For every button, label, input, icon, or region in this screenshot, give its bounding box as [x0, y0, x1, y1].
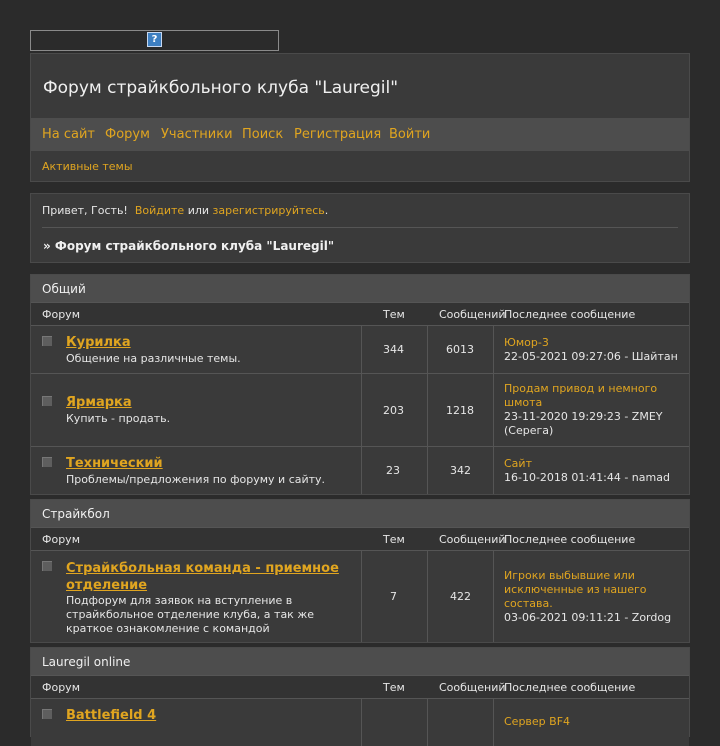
- forum-desc: Общение на различные темы.: [66, 352, 241, 365]
- forum-row: [31, 446, 689, 494]
- last-post-meta: 23-11-2020 19:29:23 - ZMEY (Серега): [504, 410, 663, 437]
- nav-login[interactable]: Войти: [389, 127, 431, 142]
- col-posts: Сообщений: [439, 308, 506, 321]
- col-posts: Сообщений: [439, 533, 506, 546]
- last-post-meta: 22-05-2021 09:27:06 - Шайтан: [504, 350, 678, 363]
- welcome-panel: [30, 193, 690, 263]
- category-online: [30, 647, 690, 737]
- forum-row: [31, 373, 689, 446]
- divider: [42, 227, 678, 228]
- register-link[interactable]: зарегистрируйтесь: [212, 204, 325, 217]
- forum-desc: Купить - продать.: [66, 412, 171, 425]
- col-topics: Тем: [383, 681, 405, 694]
- forum-status-icon: [42, 457, 52, 467]
- category-airsoft: [30, 499, 690, 643]
- topics-count: 203: [383, 404, 404, 417]
- posts-count: 6013: [446, 343, 474, 356]
- col-forum: Форум: [42, 533, 80, 546]
- greeting-label: Привет, Гость!: [42, 204, 128, 217]
- col-topics: Тем: [383, 533, 405, 546]
- col-forum: Форум: [42, 308, 80, 321]
- nav-home[interactable]: На сайт: [42, 127, 96, 142]
- forum-link[interactable]: Технический: [66, 456, 163, 471]
- column-headers: [31, 302, 689, 325]
- forum-link[interactable]: Курилка: [66, 335, 131, 350]
- question-icon[interactable]: ?: [147, 32, 162, 47]
- forum-link[interactable]: Ярмарка: [66, 395, 132, 410]
- greeting-text: [42, 204, 328, 217]
- last-post-meta: 03-06-2021 09:11:21 - Zordog: [504, 611, 672, 624]
- forum-desc: Подфорум для заявок на вступление в страйкбольное отделение клуба, а так же краткое ознакомление с командой: [66, 594, 315, 635]
- last-post: [504, 569, 684, 625]
- forum-header: [30, 53, 690, 182]
- forum-row: [31, 550, 689, 642]
- forum-link[interactable]: Страйкбольная команда - приемное отделение: [66, 561, 339, 593]
- nav-forum[interactable]: Форум: [105, 127, 150, 142]
- page-title: Форум страйкбольного клуба "Lauregil": [43, 78, 399, 98]
- last-post-link[interactable]: Игроки выбывшие или исключенные из нашего состава.: [504, 569, 647, 610]
- forum-status-icon: [42, 336, 52, 346]
- forum-row: [31, 698, 689, 746]
- forum-status-icon: [42, 561, 52, 571]
- search-box[interactable]: [30, 30, 279, 51]
- posts-count: 422: [450, 590, 471, 603]
- last-post-link[interactable]: Сервер BF4: [504, 715, 571, 728]
- last-post: [504, 715, 570, 729]
- posts-count: 1218: [446, 404, 474, 417]
- forum-desc: Проблемы/предложения по форуму и сайту.: [66, 473, 326, 486]
- nav-search[interactable]: Поиск: [242, 127, 284, 142]
- category-title[interactable]: Страйкбол: [31, 500, 689, 527]
- column-headers: [31, 527, 689, 550]
- last-post-link[interactable]: Продам привод и немного шмота: [504, 382, 658, 409]
- col-last: Последнее сообщение: [504, 681, 636, 694]
- last-post-link[interactable]: Сайт: [504, 457, 532, 470]
- or-text: или: [187, 204, 210, 217]
- active-topics-link[interactable]: Активные темы: [42, 160, 133, 173]
- category-title[interactable]: Lauregil online: [31, 648, 689, 675]
- forum-status-icon: [42, 396, 52, 406]
- category-title[interactable]: Общий: [31, 275, 689, 302]
- forum-link[interactable]: Battlefield 4: [66, 708, 157, 723]
- col-last: Последнее сообщение: [504, 308, 636, 321]
- forum-row: [31, 325, 689, 373]
- last-post: [504, 336, 678, 364]
- last-post-link[interactable]: Юмор-3: [504, 336, 549, 349]
- column-headers: [31, 675, 689, 698]
- topics-count: 23: [386, 464, 400, 477]
- col-forum: Форум: [42, 681, 80, 694]
- nav-register[interactable]: Регистрация: [294, 127, 382, 142]
- main-nav: [31, 118, 689, 151]
- topics-count: 7: [390, 590, 397, 603]
- login-link[interactable]: Войдите: [134, 204, 185, 217]
- last-post: [504, 457, 670, 485]
- posts-count: 342: [450, 464, 471, 477]
- last-post: [504, 382, 684, 438]
- breadcrumb: » Форум страйкбольного клуба "Lauregil": [43, 239, 335, 253]
- dot-text: .: [324, 204, 329, 217]
- category-general: [30, 274, 690, 495]
- col-last: Последнее сообщение: [504, 533, 636, 546]
- nav-members[interactable]: Участники: [161, 127, 233, 142]
- col-posts: Сообщений: [439, 681, 506, 694]
- forum-status-icon: [42, 709, 52, 719]
- col-topics: Тем: [383, 308, 405, 321]
- last-post-meta: 16-10-2018 01:41:44 - namad: [504, 471, 670, 484]
- topics-count: 344: [383, 343, 404, 356]
